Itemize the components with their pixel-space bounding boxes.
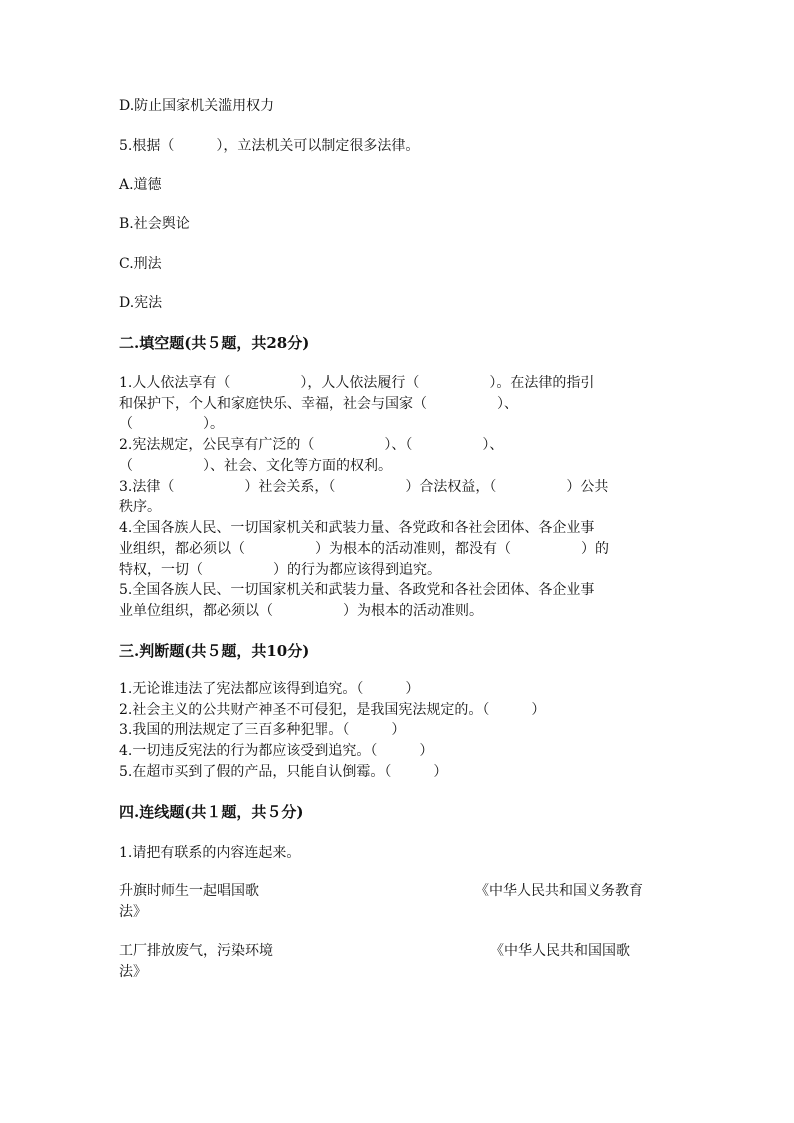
match-left-item: 工厂排放废气，污染环境 — [119, 943, 273, 959]
match-right-item: 《中华人民共和国国歌 — [490, 943, 630, 959]
fill-line: 4.全国各族人民、一切国家机关和武装力量、各党政和各社会团体、各企业事 — [119, 520, 595, 536]
judge-line: 3.我国的刑法规定了三百多种犯罪。（ ） — [119, 722, 406, 738]
q5-option-b: B.社会舆论 — [119, 216, 190, 232]
q5-option-d: D.宪法 — [119, 295, 163, 311]
fill-line: 5.全国各族人民、一切国家机关和武装力量、各政党和各社会团体、各企业事 — [119, 582, 595, 598]
fill-line: 1.人人依法享有（ ），人人依法履行（ ）。在法律的指引 — [119, 375, 595, 391]
match-right-continuation: 法》 — [119, 904, 147, 920]
q5-option-a: A.道德 — [119, 177, 162, 193]
fill-line: 特权，一切（ ）的行为都应该得到追究。 — [119, 562, 441, 578]
match-right-item: 《中华人民共和国义务教育 — [475, 883, 643, 899]
fill-line: 业组织，都必须以（ ）为根本的活动准则，都没有（ ）的 — [119, 541, 609, 557]
judge-line: 2.社会主义的公共财产神圣不可侵犯，是我国宪法规定的。（ ） — [119, 702, 546, 718]
judge-line: 1.无论谁违法了宪法都应该得到追究。（ ） — [119, 681, 420, 697]
matching-instruction: 1.请把有联系的内容连起来。 — [119, 845, 301, 861]
fill-line: （ ）。 — [119, 416, 224, 432]
q5-stem: 5.根据（ ），立法机关可以制定很多法律。 — [119, 138, 420, 154]
section3-title: 三.判断题(共５题，共10分) — [119, 642, 310, 660]
fill-line: 秩序。 — [119, 499, 161, 515]
match-right-continuation: 法》 — [119, 964, 147, 980]
fill-line: （ ）、社会、文化等方面的权利。 — [119, 458, 392, 474]
q5-option-c: C.刑法 — [119, 256, 162, 272]
section4-title: 四.连线题(共１题，共５分) — [119, 803, 304, 821]
match-left-item: 升旗时师生一起唱国歌 — [119, 883, 259, 899]
fill-line: 3.法律（ ）社会关系，（ ）合法权益，（ ）公共 — [119, 479, 609, 495]
judge-line: 4.一切违反宪法的行为都应该受到追究。（ ） — [119, 743, 434, 759]
fill-line: 和保护下，个人和家庭快乐、幸福，社会与国家（ ）、 — [119, 396, 518, 412]
section2-title: 二.填空题(共５题，共28分) — [119, 334, 310, 352]
q4-option-d: D.防止国家机关滥用权力 — [119, 98, 275, 114]
judge-line: 5.在超市买到了假的产品，只能自认倒霉。（ ） — [119, 764, 448, 780]
fill-line: 业单位组织，都必须以（ ）为根本的活动准则。 — [119, 603, 483, 619]
fill-line: 2.宪法规定，公民享有广泛的（ ）、（ ）、 — [119, 437, 504, 453]
